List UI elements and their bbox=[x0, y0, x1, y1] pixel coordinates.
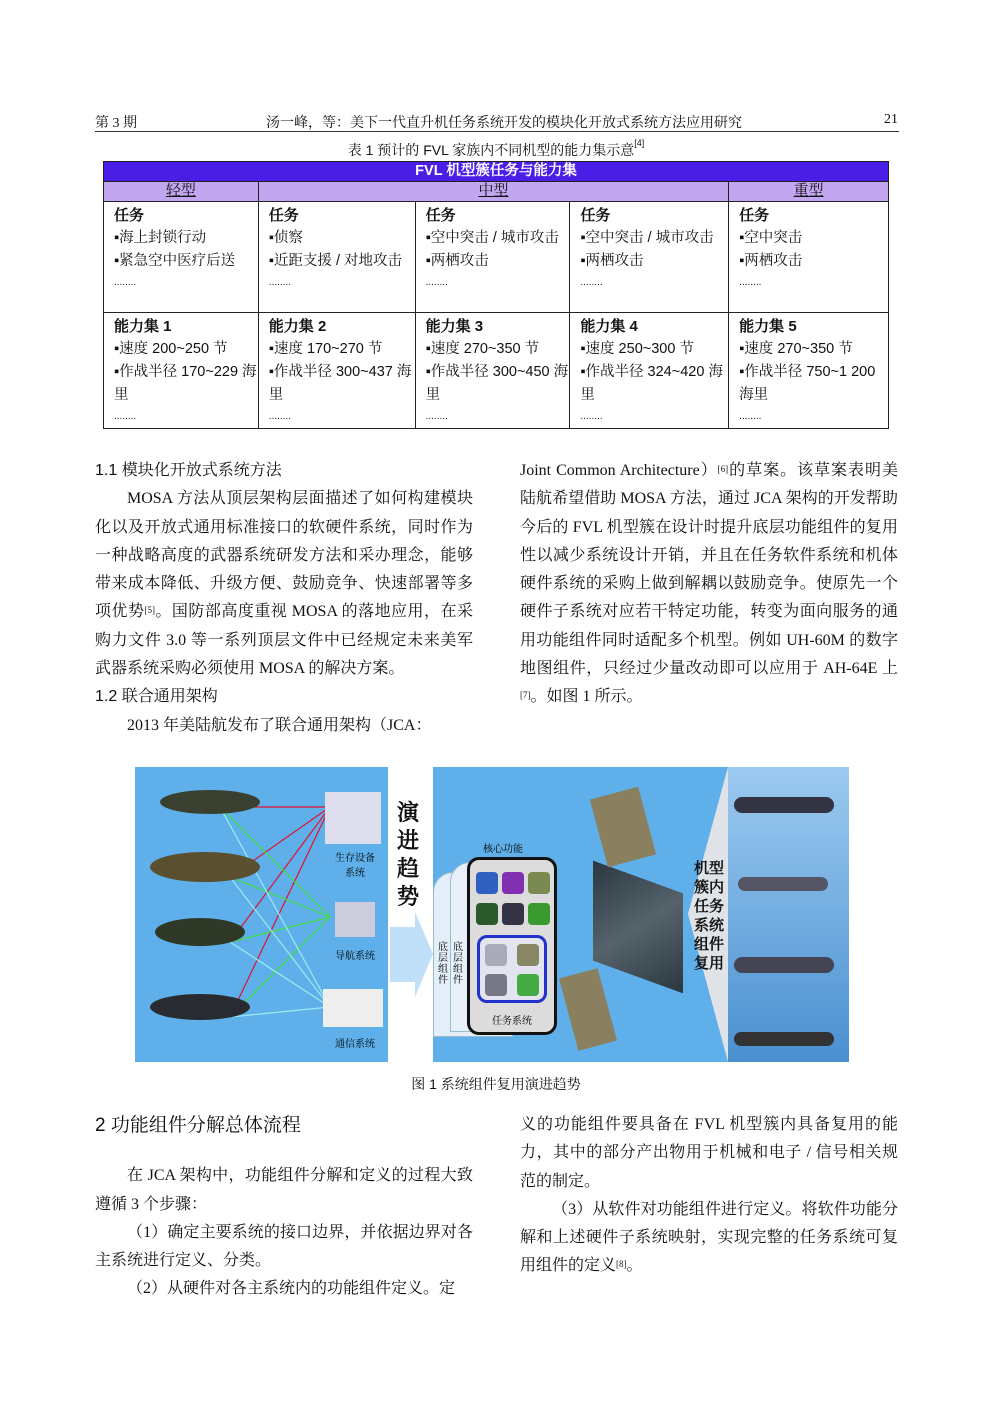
label-survival: 生存设备 系统 bbox=[335, 853, 375, 879]
cell-heading: 任务 bbox=[739, 207, 770, 224]
cell-heading: 任务 bbox=[580, 207, 611, 224]
cell-item: ▪空中突击 / 城市攻击 bbox=[580, 230, 714, 246]
comm-system-image bbox=[323, 989, 383, 1027]
future-helicopters bbox=[728, 767, 849, 1062]
running-title: 汤一峰，等：美下一代直升机任务系统开发的模块化开放式系统方法应用研究 bbox=[266, 116, 742, 131]
paragraph: 义的功能组件要具备在 FVL 机型簇内具备复用的能力，其中的部分产出物用于机械和电子 / 信号相关规范的制定。 bbox=[520, 1116, 898, 1190]
cell-heading: 能力集 1 bbox=[114, 318, 172, 335]
paragraph: Joint Common Architecture）[6]的草案。该草案表明美陆航希望借助 MOSA 方法，通过 JCA 架构的开发帮助今后的 FVL 机型簇在设计时提升底层功能组件的复用性以减少系统设计开销，并且在任务软件系统和机体硬件系统的采购上做到解耦以鼓励竞争。使原先一个硬件子系统对应若干特定功能，转变为面向服务的通用功能组件同时适配多个机型。例如 UH-60M 的数字地图组件，只经过少量改动即可以应用于 AH-64E 上[7]。如图 1 所示。 bbox=[520, 462, 898, 706]
table-title: FVL 机型簇任务与能力集 bbox=[104, 162, 889, 182]
paragraph: MOSA 方法从顶层架构层面描述了如何构建模块化以及开放式通用标准接口的软硬件系统，同时作为一种战略高度的武器系统研发方法和采办理念，能够带来成本降低、升级方便、鼓励竞争、快速部署等多项优势[5]。国防部高度重视 MOSA 的落地应用，在采购力文件 3.0 等一系列顶层文件中已经规定未来美军武器系统采购必须使用 MOSA 的解决方案。 bbox=[95, 490, 473, 678]
capability-cell bbox=[415, 313, 570, 429]
page-number: 21 bbox=[884, 112, 898, 127]
task-cell bbox=[258, 202, 415, 313]
cell-heading: 任务 bbox=[114, 207, 145, 224]
label-mission: 任务系统 bbox=[492, 1016, 532, 1027]
cell-item: ▪空中突击 bbox=[739, 230, 803, 246]
capability-table bbox=[103, 161, 889, 429]
capability-cell bbox=[570, 313, 729, 429]
cell-heading: 任务 bbox=[268, 207, 299, 224]
paragraph: 在 JCA 架构中，功能组件分解和定义的过程大致遵循 3 个步骤： bbox=[95, 1167, 473, 1213]
group-heavy: 重型 bbox=[729, 182, 889, 202]
right-column bbox=[520, 457, 898, 712]
architecture-panel bbox=[433, 767, 849, 1062]
capability-cell bbox=[729, 313, 889, 429]
group-medium: 中型 bbox=[258, 182, 728, 202]
task-cell bbox=[104, 202, 259, 313]
cell-item: ▪速度 270~350 节 bbox=[739, 341, 853, 357]
nav-system-image bbox=[335, 902, 375, 937]
cell-ellipsis: ........ bbox=[114, 277, 137, 288]
arrow-icon bbox=[390, 912, 435, 997]
group-light: 轻型 bbox=[104, 182, 259, 202]
cell-item: ▪紧急空中医疗后送 bbox=[114, 253, 236, 269]
cell-ellipsis: ........ bbox=[268, 277, 292, 288]
cell-ellipsis: ........ bbox=[268, 411, 292, 422]
section-2-left bbox=[95, 1112, 473, 1304]
hardware-modules bbox=[593, 861, 683, 994]
cell-ellipsis: ........ bbox=[425, 277, 448, 288]
section-2-heading: 2 功能组件分解总体流程 bbox=[95, 1115, 301, 1136]
helicopter-panel bbox=[135, 767, 388, 1062]
cell-item: ▪作战半径 300~437 海里 bbox=[268, 364, 412, 403]
table-caption: 表 1 预计的 FVL 家族内不同机型的能力集示意[4] bbox=[347, 138, 645, 158]
cell-item: ▪作战半径 300~450 海里 bbox=[425, 364, 569, 403]
survival-equipment-image bbox=[325, 792, 381, 844]
cell-item: ▪两栖攻击 bbox=[425, 253, 489, 269]
label-reuse: 机型簇内任务系统组件复用 bbox=[693, 860, 724, 972]
figure-1 bbox=[135, 767, 849, 1062]
cell-item: ▪两栖攻击 bbox=[580, 253, 644, 269]
paragraph: （1）确定主要系统的接口边界，并依据边界对各主系统进行定义、分类。 bbox=[95, 1223, 473, 1270]
cell-ellipsis: ........ bbox=[114, 411, 137, 422]
paragraph: 2013 年美陆航发布了联合通用架构（JCA： bbox=[127, 716, 432, 734]
cell-item: ▪作战半径 750~1 200 海里 bbox=[739, 364, 876, 403]
cell-ellipsis: ........ bbox=[739, 411, 762, 422]
cell-item: ▪速度 170~270 节 bbox=[268, 341, 383, 357]
cell-ellipsis: ........ bbox=[425, 411, 448, 422]
section-1-2-heading: 1.2 联合通用架构 bbox=[95, 688, 218, 706]
label-nav: 导航系统 bbox=[335, 951, 375, 962]
cell-heading: 能力集 3 bbox=[425, 318, 484, 335]
capability-cell bbox=[104, 313, 259, 429]
cell-heading: 能力集 2 bbox=[268, 318, 327, 335]
cell-item: ▪速度 250~300 节 bbox=[580, 341, 694, 357]
paragraph: （3）从软件对功能组件进行定义。将软件功能分解和上述硬件子系统映射，实现完整的任务系统可复用组件的定义[8]。 bbox=[520, 1200, 898, 1275]
cell-heading: 任务 bbox=[425, 207, 456, 224]
cell-item: ▪作战半径 170~229 海里 bbox=[114, 364, 257, 403]
cell-item: ▪空中突击 / 城市攻击 bbox=[425, 230, 559, 246]
label-comm: 通信系统 bbox=[335, 1039, 375, 1050]
label-core: 核心功能 bbox=[483, 844, 523, 855]
label-trend: 演进趋势 bbox=[397, 800, 420, 909]
section-2-right bbox=[520, 1111, 898, 1281]
section-1-1-heading: 1.1 模块化开放式系统方法 bbox=[95, 462, 282, 479]
cell-heading: 能力集 5 bbox=[739, 318, 797, 335]
cell-ellipsis: ........ bbox=[580, 411, 603, 422]
header-rule bbox=[95, 131, 899, 132]
mission-system-box bbox=[477, 935, 547, 1003]
cell-ellipsis: ........ bbox=[580, 277, 603, 288]
cell-item: ▪作战半径 324~420 海里 bbox=[580, 364, 723, 403]
issue-number: 第 3 期 bbox=[95, 116, 137, 131]
label-base-1: 底层组件 bbox=[438, 942, 448, 986]
cell-ellipsis: ........ bbox=[739, 277, 762, 288]
cell-item: ▪海上封锁行动 bbox=[114, 230, 207, 246]
circuit-board bbox=[559, 968, 617, 1051]
cell-item: ▪速度 270~350 节 bbox=[425, 341, 540, 357]
task-cell bbox=[415, 202, 570, 313]
cell-item: ▪侦察 bbox=[268, 230, 303, 246]
task-cell bbox=[729, 202, 889, 313]
paragraph: （2）从硬件对各主系统内的功能组件定义。定 bbox=[127, 1280, 456, 1298]
label-base-2: 底层组件 bbox=[453, 942, 463, 986]
core-function-box bbox=[467, 857, 557, 1035]
cell-heading: 能力集 4 bbox=[580, 318, 638, 335]
cell-item: ▪两栖攻击 bbox=[739, 253, 803, 269]
task-cell bbox=[570, 202, 729, 313]
capability-cell bbox=[258, 313, 415, 429]
cell-item: ▪速度 200~250 节 bbox=[114, 341, 228, 357]
circuit-board bbox=[590, 787, 656, 868]
cell-item: ▪近距支援 / 对地攻击 bbox=[268, 253, 403, 269]
figure-caption: 图 1 系统组件复用演进趋势 bbox=[411, 1076, 581, 1092]
left-column bbox=[95, 457, 473, 740]
